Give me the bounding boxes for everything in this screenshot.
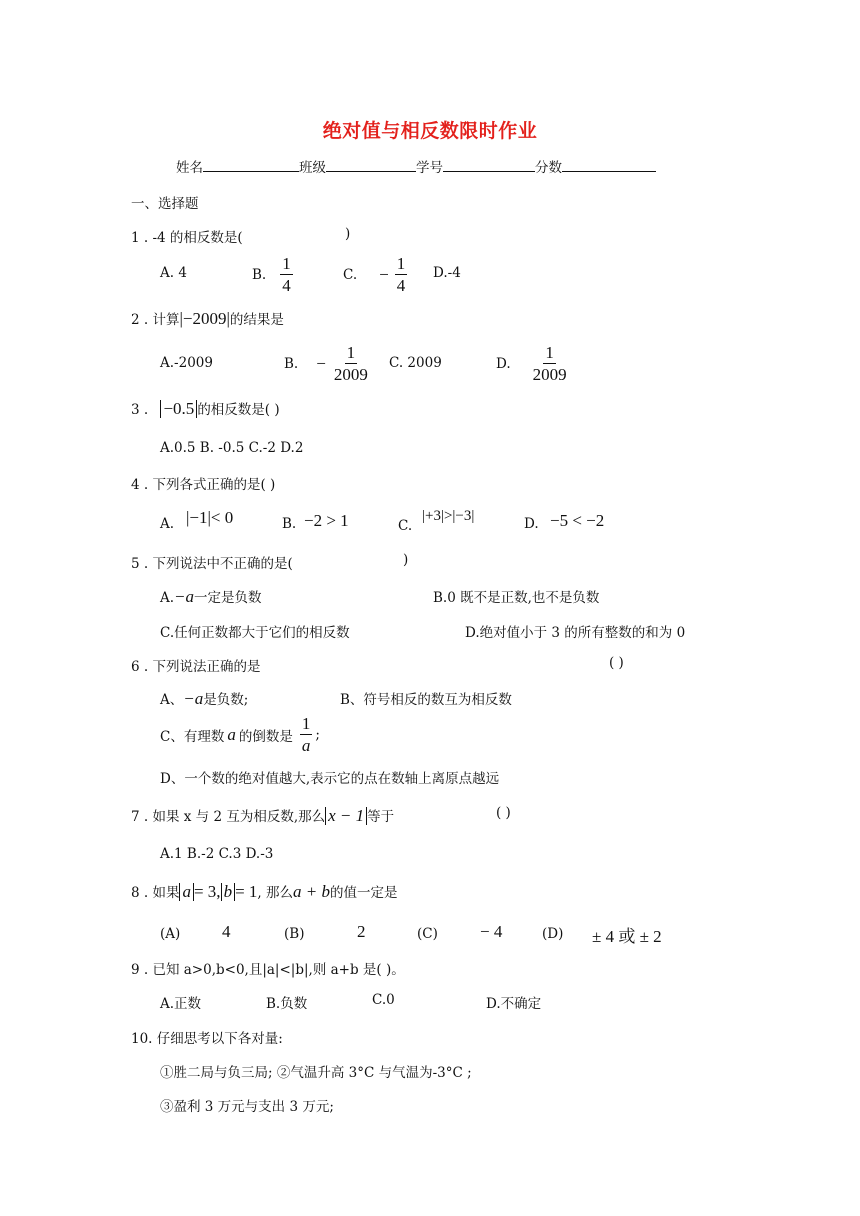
q9-option-b: B.负数 bbox=[266, 996, 308, 1012]
q1-option-d: D.-4 bbox=[433, 265, 461, 281]
q8-option-c-label: (C) bbox=[417, 926, 438, 942]
score-blank[interactable] bbox=[562, 159, 656, 172]
question-9-stem: 9 . 已知 a>0,b<0,且|a|<|b|,则 a+b 是( )。 bbox=[131, 962, 405, 978]
question-10-stem: 10. 仔细思考以下各对量: bbox=[131, 1031, 283, 1047]
name-label: 姓名 bbox=[176, 160, 203, 176]
q10-line-1: ①胜二局与负三局; ②气温升高 3°C 与气温为-3°C ; bbox=[160, 1065, 472, 1081]
q9-option-a: A.正数 bbox=[160, 996, 202, 1012]
name-blank[interactable] bbox=[203, 159, 299, 172]
question-5-stem: 5 . 下列说法中不正确的是( bbox=[131, 556, 293, 572]
question-2-stem: 2 . 计算|−2009|的结果是 bbox=[131, 309, 284, 328]
q4-option-a-label: A. bbox=[160, 516, 175, 532]
question-6-paren: ( ) bbox=[609, 655, 624, 671]
q1-option-a: A. 4 bbox=[160, 265, 187, 281]
score-label: 分数 bbox=[535, 160, 562, 176]
question-3-options: A.0.5 B. -0.5 C.-2 D.2 bbox=[160, 440, 304, 456]
page-title: 绝对值与相反数限时作业 bbox=[322, 120, 538, 142]
question-8-stem: 8 . 如果 a = 3, b = 1, 那么a + b的值一定是 bbox=[131, 882, 398, 901]
q5-option-c: C.任何正数都大于它们的相反数 bbox=[160, 625, 350, 641]
q4-option-b-expr: −2 > 1 bbox=[304, 511, 349, 530]
question-7-options: A.1 B.-2 C.3 D.-3 bbox=[160, 846, 274, 862]
q6-option-a: A、−a是负数; bbox=[160, 689, 249, 708]
q5-option-a: A.−a一定是负数 bbox=[160, 587, 262, 606]
q6-option-c: C、有理数 a 的倒数是 $\frac{1}{a}$ ; bbox=[160, 714, 320, 755]
q5-option-d: D.绝对值小于 3 的所有整数的和为 0 bbox=[465, 625, 686, 641]
q6-option-d: D、一个数的绝对值越大,表示它的点在数轴上离原点越远 bbox=[160, 771, 500, 787]
question-3-stem: 3 . −0.5 的相反数是( ) bbox=[131, 399, 280, 418]
q10-line-2: ③盈利 3 万元与支出 3 万元; bbox=[160, 1099, 334, 1115]
q1-option-b: B. $\frac{1}{4}$ bbox=[252, 254, 291, 295]
q4-option-b-label: B. bbox=[282, 516, 297, 532]
q8-option-b-value: 2 bbox=[357, 922, 366, 941]
question-1-stem: 1 . -4 的相反数是( bbox=[131, 230, 243, 246]
q8-option-d-value: ± 4 或 ± 2 bbox=[592, 927, 662, 946]
q2-option-d: D. $\frac{1}{2009}$ bbox=[496, 343, 567, 384]
q2-option-c: C. 2009 bbox=[389, 355, 442, 371]
question-7-paren: ( ) bbox=[496, 805, 511, 821]
q6-option-b: B、符号相反的数互为相反数 bbox=[340, 692, 512, 708]
question-5-paren: ) bbox=[403, 552, 409, 568]
q8-option-a-label: (A) bbox=[160, 926, 181, 942]
section-heading: 一、选择题 bbox=[131, 196, 199, 212]
q8-option-d-label: (D) bbox=[542, 926, 564, 942]
q2-option-b: B. − $\frac{1}{2009}$ bbox=[284, 343, 368, 384]
q5-option-b: B.0 既不是正数,也不是负数 bbox=[433, 590, 600, 606]
student-info-line bbox=[176, 156, 656, 176]
q1-option-c: C. − $\frac{1}{4}$ bbox=[343, 254, 406, 295]
question-4-stem: 4 . 下列各式正确的是( ) bbox=[131, 477, 276, 493]
class-label: 班级 bbox=[299, 160, 326, 176]
q8-option-c-value: − 4 bbox=[480, 922, 503, 941]
q4-option-d-expr: −5 < −2 bbox=[550, 511, 605, 530]
number-blank[interactable] bbox=[443, 159, 535, 172]
number-label: 学号 bbox=[416, 160, 443, 176]
q9-option-c: C.0 bbox=[372, 992, 395, 1008]
question-6-stem: 6 . 下列说法正确的是 bbox=[131, 659, 261, 675]
q4-option-d-label: D. bbox=[524, 516, 539, 532]
q8-option-b-label: (B) bbox=[284, 926, 305, 942]
question-7-stem: 7 . 如果 x 与 2 互为相反数,那么 x − 1 等于 bbox=[131, 806, 395, 825]
q4-option-a-expr: |−1|< 0 bbox=[186, 508, 234, 527]
question-1-paren: ) bbox=[345, 226, 351, 242]
q4-option-c-expr: |+3|>|−3| bbox=[422, 508, 475, 524]
q2-option-a: A.-2009 bbox=[160, 355, 213, 371]
q8-option-a-value: 4 bbox=[222, 922, 231, 941]
class-blank[interactable] bbox=[326, 159, 416, 172]
q4-option-c-label: C. bbox=[398, 518, 413, 534]
q9-option-d: D.不确定 bbox=[486, 996, 542, 1012]
